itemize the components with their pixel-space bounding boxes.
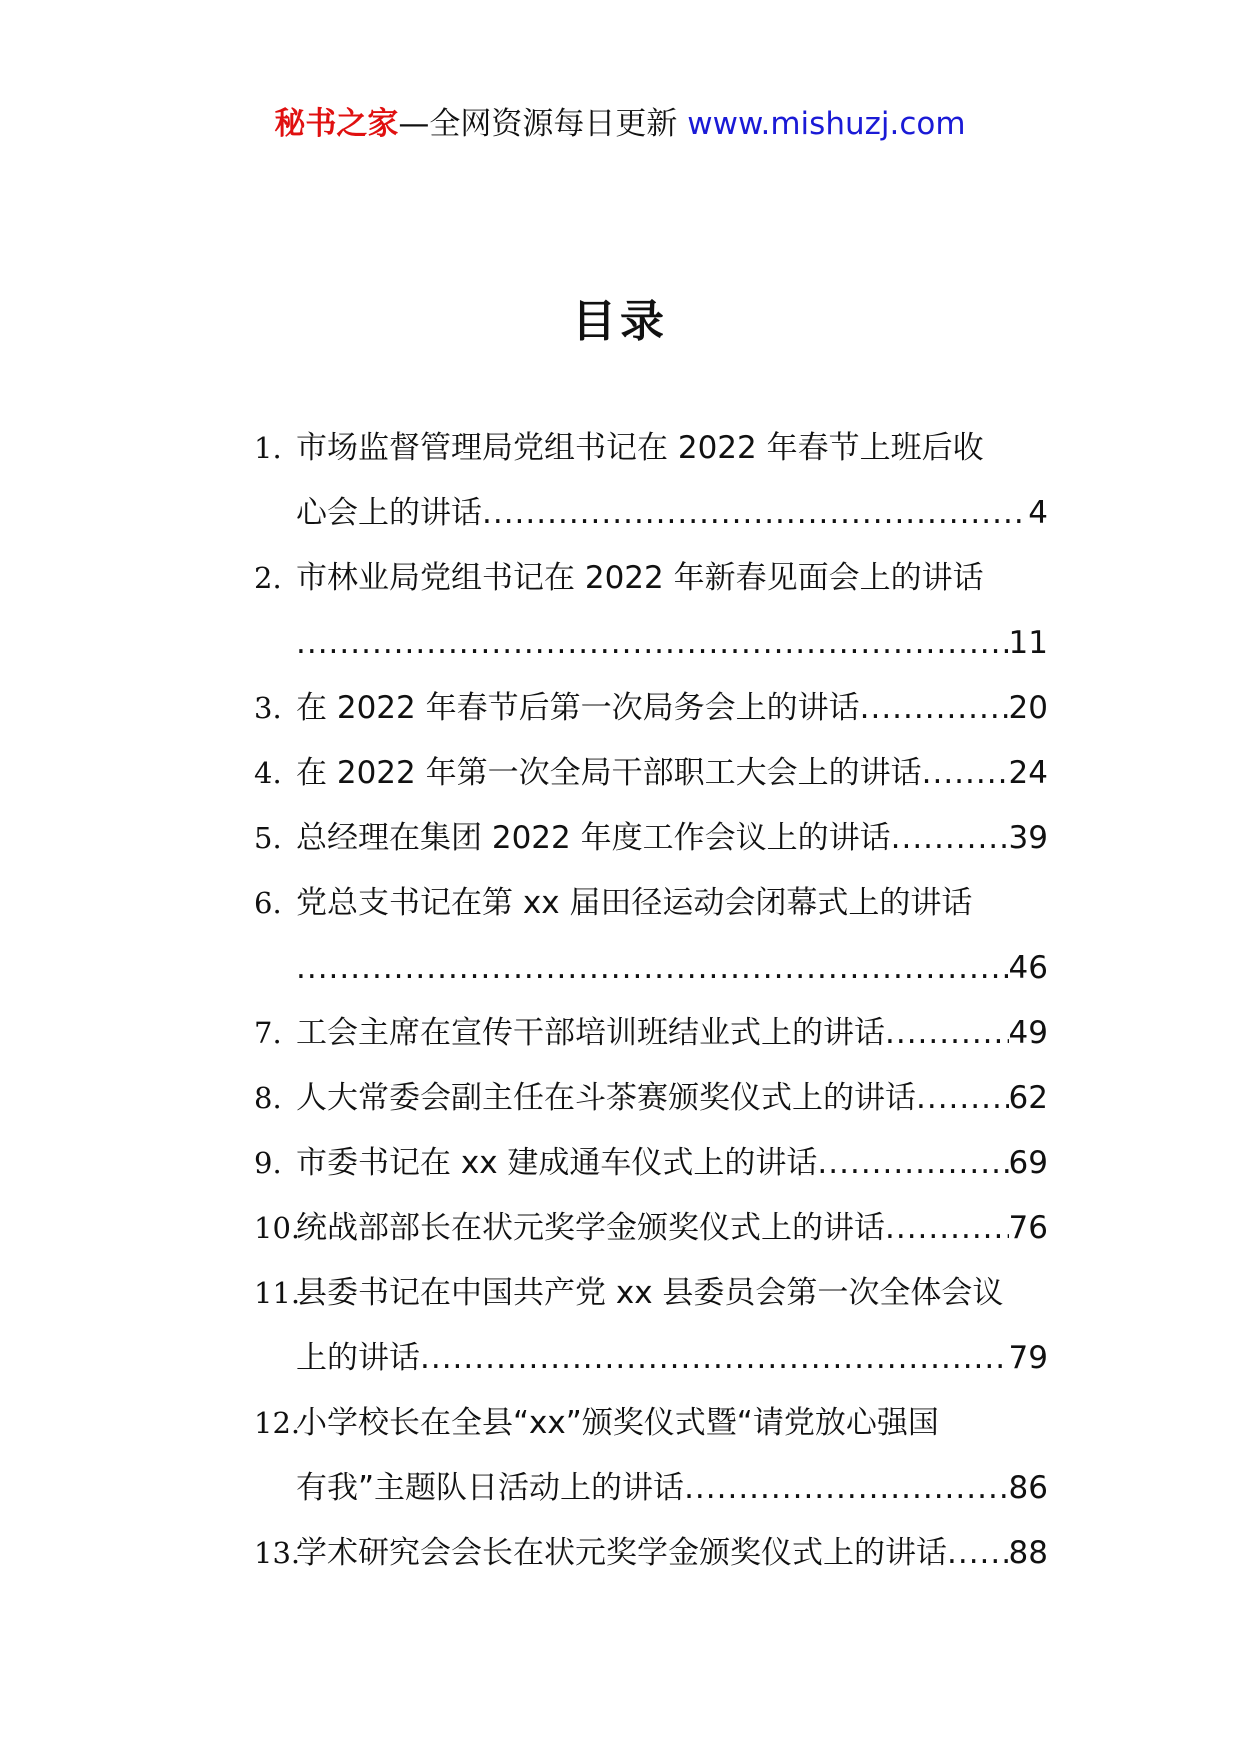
toc-entry-title-line: 党总支书记在第 xx 届田径运动会闭幕式上的讲话 <box>296 885 973 921</box>
toc-page-number: 46 <box>1008 950 1048 986</box>
toc-entry-number: 10. <box>254 1211 301 1245</box>
toc-entry[interactable] <box>254 1261 1048 1391</box>
toc-entry[interactable] <box>254 1521 1048 1586</box>
brand-name: 秘书之家 <box>274 106 399 142</box>
site-header <box>0 100 1240 148</box>
toc-entry-number: 9. <box>254 1146 282 1180</box>
toc-entry-number: 2. <box>254 561 282 595</box>
toc-page-number: 20 <box>1008 690 1048 726</box>
toc-dot-leader <box>885 1001 1009 1066</box>
toc-entry-title: 在 2022 年春节后第一次局务会上的讲话 <box>296 690 860 726</box>
toc-entry-title: 总经理在集团 2022 年度工作会议上的讲话 <box>296 820 891 856</box>
toc-page-number: 79 <box>1008 1340 1048 1376</box>
toc-dot-leader <box>891 806 1009 871</box>
toc-entry-title: 在 2022 年第一次全局干部职工大会上的讲话 <box>296 755 922 791</box>
toc-page-number: 11 <box>1008 625 1048 661</box>
toc-dot-leader <box>482 481 1028 546</box>
toc-entry-leader-line <box>296 1196 1048 1261</box>
toc-entry[interactable] <box>254 741 1048 806</box>
header-slogan: —全网资源每日更新 <box>398 106 688 142</box>
toc-entry-title: 市委书记在 xx 建成通车仪式上的讲话 <box>296 1145 818 1181</box>
toc-page-number: 62 <box>1008 1080 1048 1116</box>
toc-entry-title: 人大常委会副主任在斗茶赛颁奖仪式上的讲话 <box>296 1080 916 1116</box>
toc-page-number: 76 <box>1008 1210 1048 1246</box>
toc-entry-body <box>296 741 1048 806</box>
page-title: 目录 <box>572 296 668 347</box>
toc-entry-body <box>296 1391 1048 1521</box>
toc-entry-body <box>296 676 1048 741</box>
toc-dot-leader <box>296 936 1009 1001</box>
toc-entry-leader-line <box>296 1001 1048 1066</box>
toc-dot-leader <box>684 1456 1008 1521</box>
toc-entry[interactable] <box>254 1066 1048 1131</box>
toc-entry-body <box>296 871 1048 1001</box>
toc-entry[interactable] <box>254 546 1048 676</box>
toc-dot-leader <box>296 611 1009 676</box>
toc-page-number: 4 <box>1028 495 1048 531</box>
toc-entry-leader-line <box>296 1521 1048 1586</box>
toc-entry-number: 12. <box>254 1406 301 1440</box>
toc-dot-leader <box>947 1521 1009 1586</box>
toc-entry-body <box>296 806 1048 871</box>
toc-entry[interactable] <box>254 1196 1048 1261</box>
toc-entry-title-line: 小学校长在全县“xx”颁奖仪式暨“请党放心强国 <box>296 1405 939 1441</box>
site-url-link[interactable]: www.mishuzj.com <box>687 106 966 142</box>
toc-entry-body <box>296 1521 1048 1586</box>
toc-entry-number: 7. <box>254 1016 282 1050</box>
toc-entry-body <box>296 1066 1048 1131</box>
toc-entry-leader-line <box>296 611 1048 676</box>
toc-entry-leader-line <box>296 1456 1048 1521</box>
toc-entry-leader-line <box>296 806 1048 871</box>
toc-entry-number: 4. <box>254 756 282 790</box>
toc-page-number: 88 <box>1008 1535 1048 1571</box>
toc-entry-number: 6. <box>254 886 282 920</box>
toc-dot-leader <box>817 1131 1008 1196</box>
toc-entry-title: 心会上的讲话 <box>296 495 482 531</box>
toc-entry-title-line: 市林业局党组书记在 2022 年新春见面会上的讲话 <box>296 560 984 596</box>
toc-entry-title: 统战部部长在状元奖学金颁奖仪式上的讲话 <box>296 1210 885 1246</box>
toc-dot-leader <box>420 1326 1009 1391</box>
toc-entry-title-line: 县委书记在中国共产党 xx 县委员会第一次全体会议 <box>296 1275 1004 1311</box>
toc-page-number: 86 <box>1008 1470 1048 1506</box>
toc-entry[interactable] <box>254 416 1048 546</box>
toc-entry-number: 3. <box>254 691 282 725</box>
toc-entry-leader-line <box>296 1131 1048 1196</box>
toc-dot-leader <box>916 1066 1009 1131</box>
toc-entry-title: 上的讲话 <box>296 1340 420 1376</box>
toc-page-number: 69 <box>1008 1145 1048 1181</box>
toc-dot-leader <box>885 1196 1009 1261</box>
table-of-contents <box>254 416 1048 1586</box>
toc-page-number: 24 <box>1008 755 1048 791</box>
toc-entry[interactable] <box>254 1131 1048 1196</box>
toc-entry-body <box>296 416 1048 546</box>
toc-dot-leader <box>922 741 1009 806</box>
toc-entry-title: 有我”主题队日活动上的讲话 <box>296 1470 685 1506</box>
toc-entry-number: 5. <box>254 821 282 855</box>
toc-page-number: 49 <box>1008 1015 1048 1051</box>
toc-entry-leader-line <box>296 936 1048 1001</box>
toc-entry[interactable] <box>254 806 1048 871</box>
toc-entry[interactable] <box>254 1391 1048 1521</box>
toc-entry[interactable] <box>254 871 1048 1001</box>
toc-entry-body <box>296 546 1048 676</box>
toc-dot-leader <box>860 676 1009 741</box>
toc-page-number: 39 <box>1008 820 1048 856</box>
toc-entry-number: 11. <box>254 1276 301 1310</box>
toc-entry-number: 13. <box>254 1536 301 1570</box>
toc-entry-leader-line <box>296 676 1048 741</box>
toc-entry-leader-line <box>296 481 1048 546</box>
toc-entry-number: 8. <box>254 1081 282 1115</box>
toc-entry-title-line: 市场监督管理局党组书记在 2022 年春节上班后收 <box>296 430 984 466</box>
toc-entry-leader-line <box>296 1326 1048 1391</box>
toc-entry-body <box>296 1001 1048 1066</box>
toc-entry-title: 工会主席在宣传干部培训班结业式上的讲话 <box>296 1015 885 1051</box>
toc-entry-leader-line <box>296 741 1048 806</box>
toc-entry-leader-line <box>296 1066 1048 1131</box>
toc-entry-body <box>296 1196 1048 1261</box>
toc-entry-body <box>296 1131 1048 1196</box>
toc-entry-title: 学术研究会会长在状元奖学金颁奖仪式上的讲话 <box>296 1535 947 1571</box>
toc-entry[interactable] <box>254 676 1048 741</box>
toc-entry[interactable] <box>254 1001 1048 1066</box>
toc-entry-number: 1. <box>254 431 282 465</box>
toc-entry-body <box>296 1261 1048 1391</box>
